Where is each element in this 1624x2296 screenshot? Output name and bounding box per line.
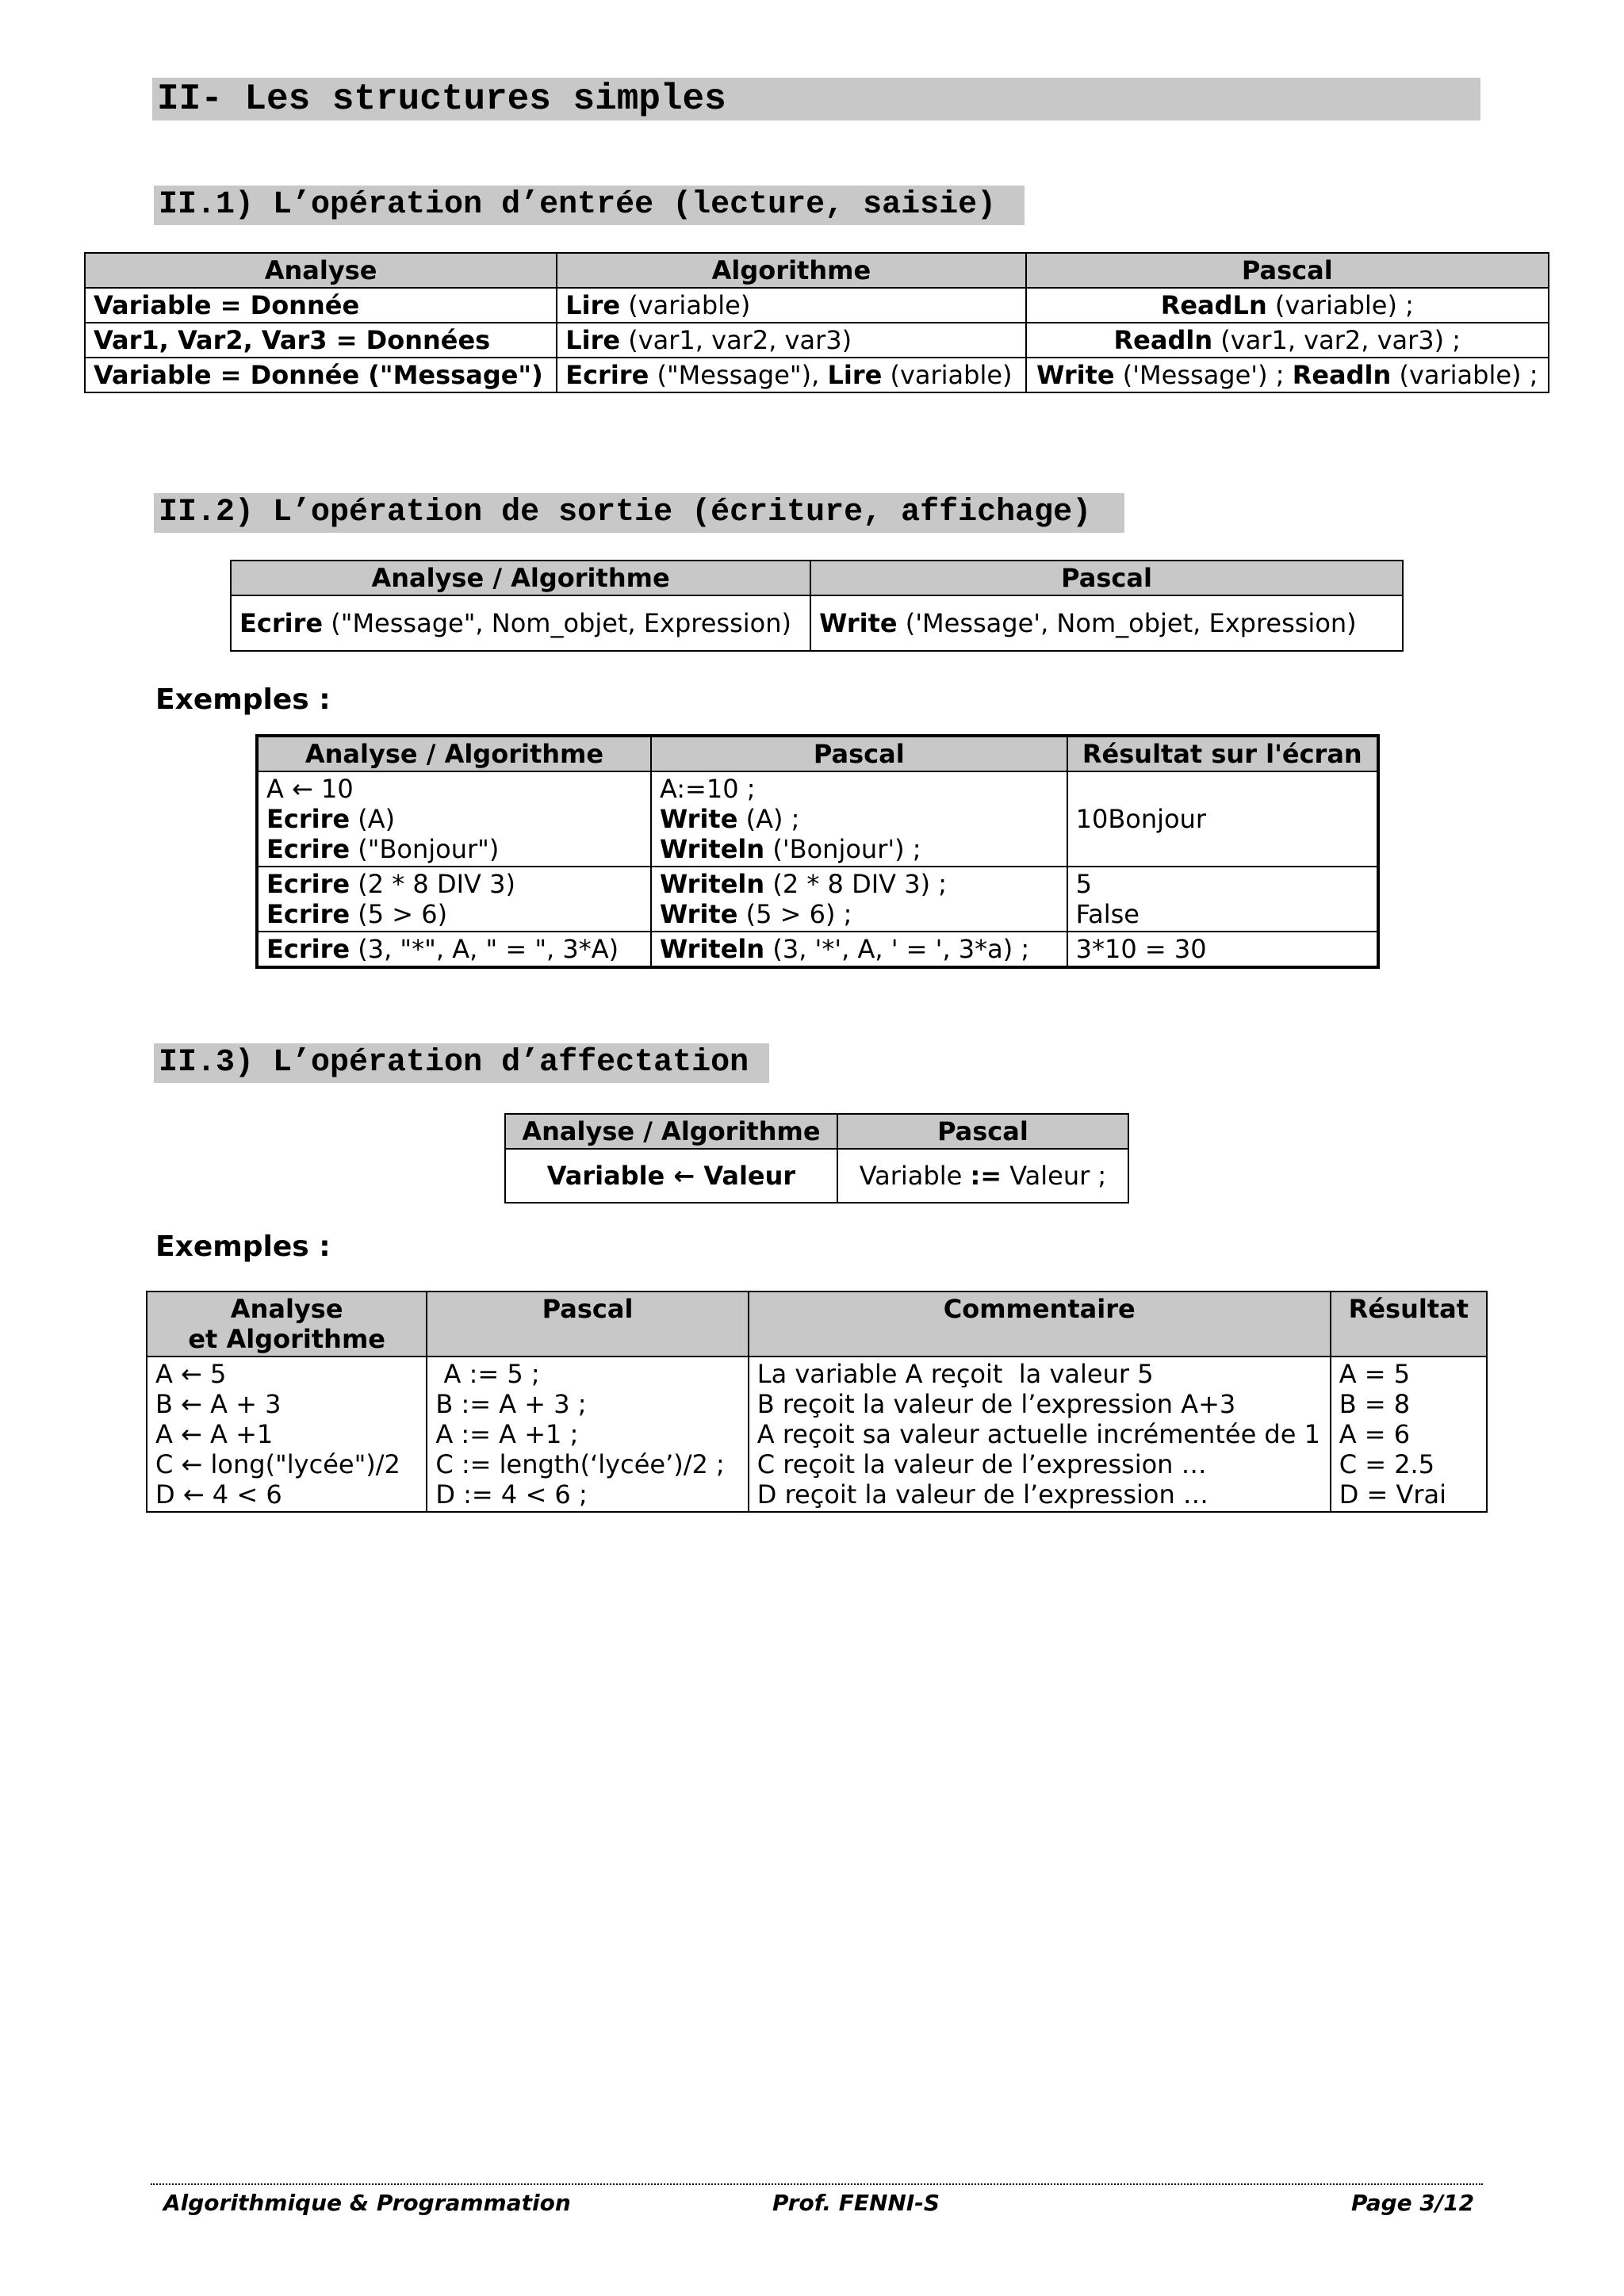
code-line [660, 834, 1059, 864]
table-row [147, 1357, 1487, 1512]
keyword: Write [1036, 360, 1115, 390]
header-analyse: Analyse [85, 253, 557, 288]
input-table [84, 252, 1549, 393]
result-line: C = 2.5 [1339, 1449, 1435, 1479]
keyword: Writeln [659, 834, 765, 864]
header-algorithme: Algorithme [557, 253, 1025, 288]
keyword: Writeln [659, 934, 765, 964]
header-pascal: Pascal [1026, 253, 1549, 288]
keyword: Ecrire [266, 834, 350, 864]
header-pascal: Pascal [427, 1292, 748, 1357]
cell-pascal [1026, 288, 1549, 323]
header-analyse-et-algorithme [147, 1292, 427, 1357]
header-line: Analyse [230, 1294, 343, 1324]
table-row [257, 867, 1378, 932]
cell-algorithme [557, 288, 1025, 323]
output-table [230, 560, 1404, 652]
args: (3, "*", A, " = ", 3*A) [350, 934, 619, 964]
cell-pascal [651, 771, 1067, 867]
args: ("Message"), [649, 360, 828, 390]
args: (2 * 8 DIV 3) ; [764, 869, 947, 899]
cell-resultat: 10Bonjour [1067, 771, 1378, 867]
cell-algorithme [257, 771, 651, 867]
args: (A) [350, 804, 396, 834]
table-row [257, 932, 1378, 967]
keyword: Ecrire [565, 360, 649, 390]
assignment-table [504, 1113, 1129, 1203]
section-title-output: II.2) L’opération de sortie (écriture, affichage) [154, 493, 1124, 533]
header-commentaire: Commentaire [749, 1292, 1331, 1357]
table-header-row [85, 253, 1549, 288]
table-row [231, 595, 1403, 651]
cell-pascal [651, 867, 1067, 932]
code-line: B := A + 3 ; [435, 1389, 587, 1419]
text: Variable [859, 1161, 971, 1191]
table-header-row [257, 736, 1378, 771]
header-analyse-algorithme: Analyse / Algorithme [231, 561, 810, 595]
args: (var1, var2, var3) [620, 325, 852, 355]
args: ('Message') ; [1114, 360, 1293, 390]
cell-analyse: Variable = Donnée [85, 288, 557, 323]
code-line: A ← A +1 [155, 1419, 274, 1449]
args: ('Message', Nom_objet, Expression) [897, 608, 1357, 638]
table-header-row [147, 1292, 1487, 1357]
keyword: Ecrire [266, 934, 350, 964]
keyword: Writeln [659, 869, 765, 899]
footer-divider [151, 2183, 1483, 2185]
keyword: Readln [1292, 360, 1392, 390]
text: Valeur ; [1002, 1161, 1107, 1191]
cell-pascal [1026, 323, 1549, 358]
keyword: ReadLn [1160, 290, 1267, 320]
table-row [257, 771, 1378, 867]
keyword: Ecrire [266, 804, 350, 834]
cell-pascal [651, 932, 1067, 967]
args: ('Bonjour') ; [764, 834, 921, 864]
code-line [660, 804, 1059, 834]
args: (A) ; [737, 804, 800, 834]
cell-pascal [810, 595, 1403, 651]
comment-line: B reçoit la valeur de l’expression A+3 [756, 1389, 1236, 1419]
header-pascal: Pascal [837, 1114, 1128, 1149]
args: (variable) ; [1266, 290, 1414, 320]
cell-algorithme [557, 358, 1025, 392]
code-line: A:=10 ; [659, 774, 756, 804]
header-analyse-algorithme: Analyse / Algorithme [505, 1114, 837, 1149]
args: (5 > 6) ; [737, 899, 852, 929]
table-row [85, 288, 1549, 323]
table-row [85, 323, 1549, 358]
code-line [266, 899, 642, 929]
comment-line: La variable A reçoit la valeur 5 [756, 1359, 1154, 1389]
code-line: A ← 5 [155, 1359, 227, 1389]
args: (var1, var2, var3) ; [1212, 325, 1461, 355]
code-line: D := 4 < 6 ; [435, 1479, 588, 1510]
result-line: B = 8 [1339, 1389, 1411, 1419]
keyword: Readln [1113, 325, 1213, 355]
cell-analyse: Var1, Var2, Var3 = Données [85, 323, 557, 358]
result-line: A = 5 [1339, 1359, 1411, 1389]
section-title-assignment: II.3) L’opération d’affectation [154, 1043, 769, 1083]
code-line: A := 5 ; [435, 1359, 540, 1389]
code-line [660, 899, 1059, 929]
assignment-examples-table [146, 1291, 1488, 1513]
table-row [505, 1149, 1128, 1203]
examples-label-assignment: Exemples : [155, 1230, 331, 1263]
footer-author: Prof. FENNI-S [772, 2190, 940, 2216]
args: (2 * 8 DIV 3) [350, 869, 515, 899]
cell-algorithme [557, 323, 1025, 358]
result-line: D = Vrai [1339, 1479, 1447, 1510]
code-line: C := length(‘lycée’)/2 ; [435, 1449, 725, 1479]
footer-page-number: Page 3/12 [1351, 2190, 1475, 2216]
cell-pascal [837, 1149, 1128, 1203]
header-pascal: Pascal [810, 561, 1403, 595]
code-line: C ← long("lycée")/2 [155, 1449, 400, 1479]
cell-algorithme [147, 1357, 427, 1512]
keyword: Write [659, 899, 738, 929]
result-line: A = 6 [1339, 1419, 1411, 1449]
keyword: Lire [565, 290, 621, 320]
header-analyse-algorithme: Analyse / Algorithme [257, 736, 651, 771]
cell-algorithme [257, 867, 651, 932]
code-line [266, 869, 642, 899]
cell-commentaire [749, 1357, 1331, 1512]
code-line [660, 869, 1059, 899]
code-line: D ← 4 < 6 [155, 1479, 282, 1510]
section-title-input: II.1) L’opération d’entrée (lecture, saisie) [154, 186, 1025, 225]
args: ("Message", Nom_objet, Expression) [323, 608, 791, 638]
args: (variable) [882, 360, 1013, 390]
table-header-row [505, 1114, 1128, 1149]
keyword: Write [819, 608, 898, 638]
header-line: et Algorithme [188, 1324, 385, 1354]
examples-label-output: Exemples : [155, 683, 331, 716]
code-line [266, 804, 642, 834]
keyword: Write [659, 804, 738, 834]
keyword: Ecrire [266, 869, 350, 899]
args: (3, '*', A, ' = ', 3*a) ; [764, 934, 1030, 964]
args: (variable) [620, 290, 751, 320]
cell-pascal [427, 1357, 748, 1512]
header-resultat-ecran: Résultat sur l'écran [1067, 736, 1378, 771]
cell-algorithme [231, 595, 810, 651]
args: (5 > 6) [350, 899, 448, 929]
comment-line: A reçoit sa valeur actuelle incrémentée de 1 [756, 1419, 1320, 1449]
keyword: Ecrire [239, 608, 324, 638]
cell-resultat [1331, 1357, 1487, 1512]
output-examples-table [255, 734, 1380, 969]
cell-resultat: 3*10 = 30 [1067, 932, 1378, 967]
code-line [266, 834, 642, 864]
table-row [85, 358, 1549, 392]
code-line: A := A +1 ; [435, 1419, 579, 1449]
cell-analyse: Variable = Donnée ("Message") [85, 358, 557, 392]
result-line: 5 [1075, 869, 1092, 899]
operator: := [970, 1161, 1002, 1191]
cell-algorithme: Variable ← Valeur [505, 1149, 837, 1203]
cell-pascal [1026, 358, 1549, 392]
result-line: False [1075, 899, 1139, 929]
footer-course: Algorithmique & Programmation [163, 2190, 571, 2216]
code-line: A ← 10 [266, 774, 354, 804]
keyword: Lire [565, 325, 621, 355]
cell-resultat [1067, 867, 1378, 932]
table-header-row [231, 561, 1403, 595]
args: (variable) ; [1391, 360, 1538, 390]
comment-line: C reçoit la valeur de l’expression … [756, 1449, 1207, 1479]
keyword: Lire [827, 360, 883, 390]
args: ("Bonjour") [350, 834, 500, 864]
cell-algorithme [257, 932, 651, 967]
header-pascal: Pascal [651, 736, 1067, 771]
comment-line: D reçoit la valeur de l’expression … [756, 1479, 1208, 1510]
code-line: B ← A + 3 [155, 1389, 282, 1419]
keyword: Ecrire [266, 899, 350, 929]
main-heading: II- Les structures simples [152, 78, 1480, 121]
header-resultat: Résultat [1331, 1292, 1487, 1357]
